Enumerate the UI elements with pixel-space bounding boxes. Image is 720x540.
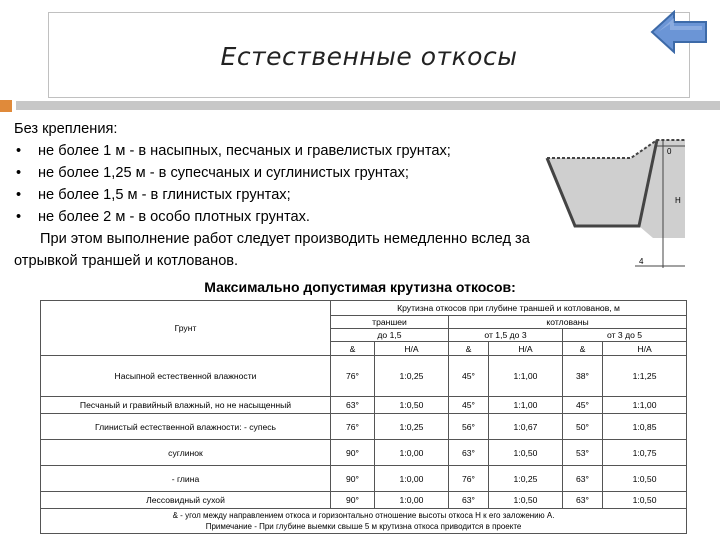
table-row — [41, 397, 687, 414]
table-cell: 1:0,00 — [375, 440, 449, 466]
table-cell: 45° — [449, 397, 489, 414]
table-cell: 1:1,00 — [603, 397, 687, 414]
table-cell: 63° — [563, 466, 603, 492]
table-cell: 56° — [449, 414, 489, 440]
table-cell: 90° — [331, 440, 375, 466]
trench-fill — [547, 140, 685, 238]
table-cell: 76° — [331, 356, 375, 397]
table-cell: 50° — [563, 414, 603, 440]
table-subheader: Н/А — [489, 342, 563, 356]
table-header-main: Крутизна откосов при глубине траншей и котлованов, м — [331, 301, 687, 316]
table-cell: 1:0,00 — [375, 466, 449, 492]
table-cell: 63° — [563, 492, 603, 509]
table-cell-soil: Лессовидный сухой — [41, 492, 331, 509]
content-block — [14, 118, 534, 272]
slope-table — [40, 300, 686, 534]
table-cell: 1:1,00 — [489, 356, 563, 397]
table-subheader: Н/А — [375, 342, 449, 356]
table-header-range: от 1,5 до 3 — [449, 329, 563, 342]
slide-title: Естественные откосы — [220, 42, 518, 71]
table-row — [41, 440, 687, 466]
section-heading: Без крепления: — [14, 121, 118, 137]
diagram-label-top: 0 — [667, 147, 672, 156]
bullet-item: • не более 1,25 м - в супесчаных и суглинистых грунтах; — [14, 162, 534, 184]
table-header-trench: траншеи — [331, 316, 449, 329]
table-cell: 1:0,50 — [603, 466, 687, 492]
table-header-soil: Грунт — [41, 301, 331, 356]
table-cell: 1:0,67 — [489, 414, 563, 440]
table-row — [41, 356, 687, 397]
bullet-item: • не более 1,5 м - в глинистых грунтах; — [14, 184, 534, 206]
table-cell: 1:0,00 — [375, 492, 449, 509]
table-note: Примечание - При глубине выемки свыше 5 м крутизна откоса приводится в проекте — [205, 522, 522, 531]
table-cell: 1:0,50 — [375, 397, 449, 414]
table-row — [41, 492, 687, 509]
table-cell: 45° — [449, 356, 489, 397]
table-cell: 1:0,50 — [489, 440, 563, 466]
table-cell: 63° — [449, 440, 489, 466]
table-cell: 76° — [331, 414, 375, 440]
table-cell-soil: - глина — [41, 466, 331, 492]
bullet-item: • не более 1 м - в насыпных, песчаных и гравелистых грунтах; — [14, 140, 534, 162]
paragraph: При этом выполнение работ следует производить немедленно вслед за отрывкой траншей и котлованов. — [14, 231, 530, 269]
table-header-range: от 3 до 5 — [563, 329, 687, 342]
table-cell: 1:0,85 — [603, 414, 687, 440]
table-cell-soil: Песчаный и гравийный влажный, но не насыщенный — [41, 397, 331, 414]
table-cell: 53° — [563, 440, 603, 466]
bullet-item: • не более 2 м - в особо плотных грунтах. — [14, 206, 534, 228]
table-cell: 1:1,25 — [603, 356, 687, 397]
table-cell: 1:0,75 — [603, 440, 687, 466]
back-button[interactable] — [650, 10, 710, 54]
table-cell: 1:0,50 — [603, 492, 687, 509]
table-cell: 1:0,25 — [375, 414, 449, 440]
table-caption: Максимально допустимая крутизна откосов: — [204, 279, 516, 295]
table-cell: 1:0,50 — [489, 492, 563, 509]
table-subheader: Н/А — [603, 342, 687, 356]
table-subheader: & — [331, 342, 375, 356]
title-box — [48, 12, 690, 98]
accent-divider — [16, 101, 720, 110]
table-cell: 76° — [449, 466, 489, 492]
table-row — [41, 466, 687, 492]
table-cell: 38° — [563, 356, 603, 397]
table-cell: 90° — [331, 492, 375, 509]
table-row — [41, 414, 687, 440]
trench-diagram — [535, 128, 715, 278]
table-header-pit: котлованы — [449, 316, 687, 329]
table-cell: 90° — [331, 466, 375, 492]
table-cell: 45° — [563, 397, 603, 414]
table-cell: 1:1,00 — [489, 397, 563, 414]
table-cell: 1:0,25 — [375, 356, 449, 397]
table-cell-soil: Глинистый естественной влажности: - супесь — [41, 414, 331, 440]
diagram-label-side: Н — [675, 196, 681, 205]
table-cell: 63° — [331, 397, 375, 414]
left-arrow-icon — [652, 12, 706, 52]
table-subheader: & — [449, 342, 489, 356]
table-notes — [41, 509, 687, 534]
table-subheader: & — [563, 342, 603, 356]
diagram-label-bottom: 4 — [639, 257, 644, 266]
table-header-range: до 1,5 — [331, 329, 449, 342]
bullet-list — [14, 140, 534, 228]
table-cell: 1:0,25 — [489, 466, 563, 492]
table-cell-soil: суглинок — [41, 440, 331, 466]
table-cell-soil: Насыпной естественной влажности — [41, 356, 331, 397]
table-cell: 63° — [449, 492, 489, 509]
table-note: & - угол между направлением откоса и горизонтально отношение высоты откоса Н к его заложению А. — [172, 511, 555, 520]
accent-square — [0, 100, 12, 112]
